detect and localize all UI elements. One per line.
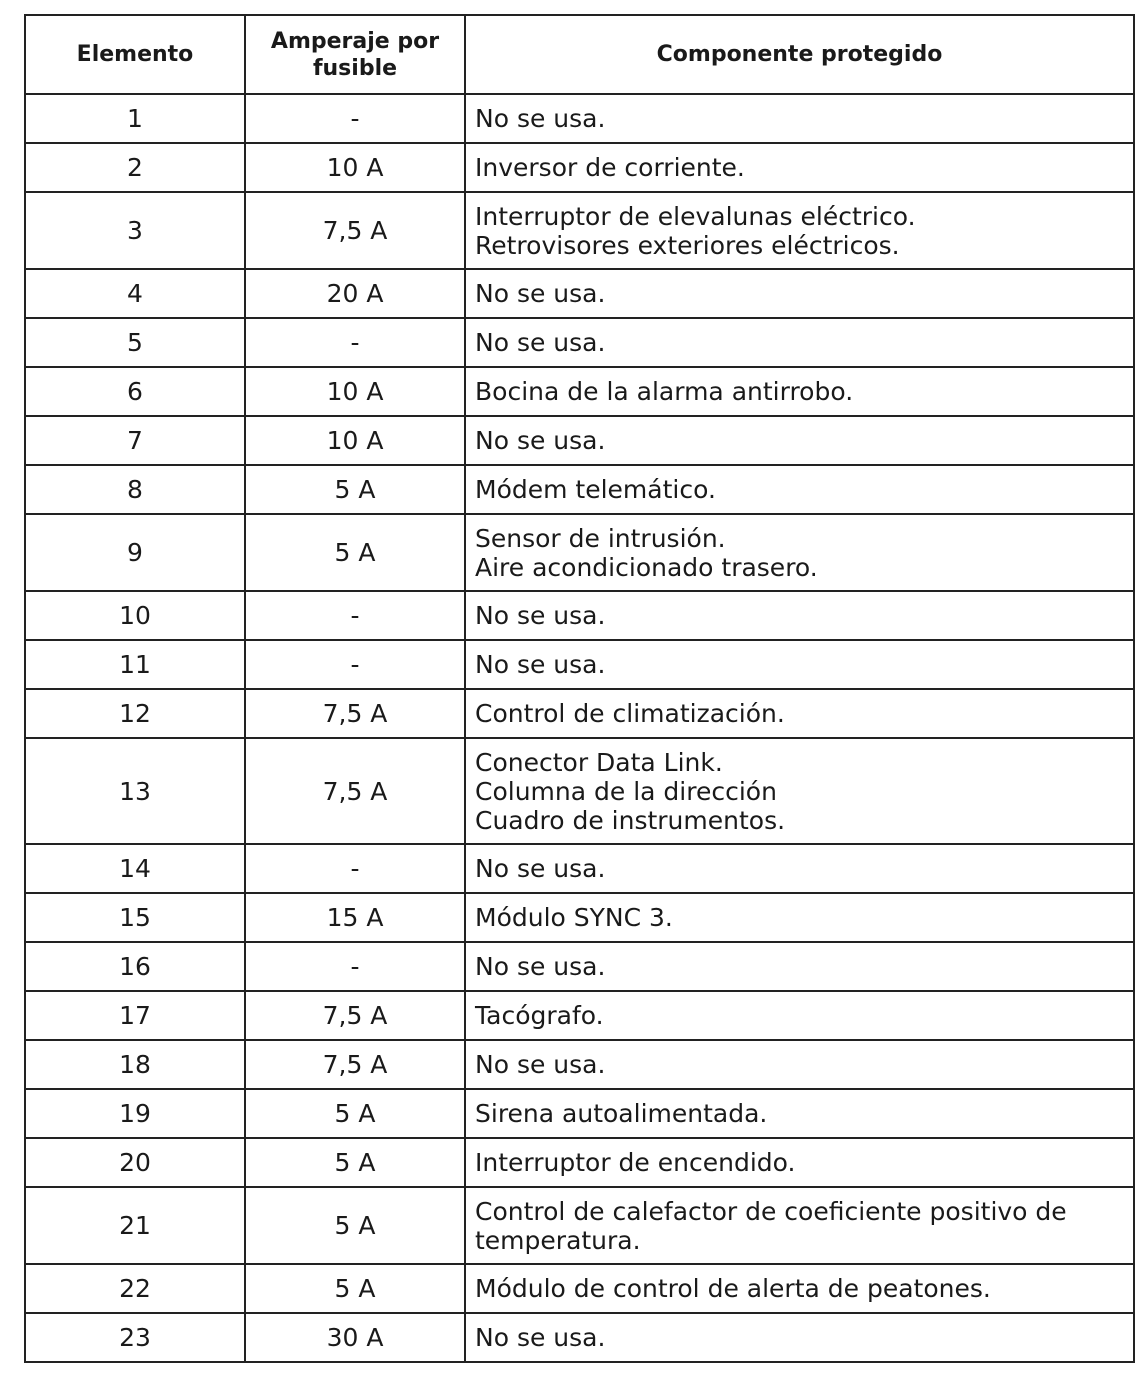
componente-line: No se usa. bbox=[475, 1323, 606, 1352]
table-row bbox=[25, 1313, 1134, 1362]
cell-elemento: 20 bbox=[25, 1138, 245, 1187]
cell-amperaje: 7,5 A bbox=[245, 192, 465, 269]
componente-line: Sirena autoalimentada. bbox=[475, 1099, 768, 1128]
cell-elemento: 14 bbox=[25, 844, 245, 893]
componente-line: Aire acondicionado trasero. bbox=[475, 552, 818, 582]
componente-line: No se usa. bbox=[475, 854, 606, 883]
cell-componente bbox=[465, 844, 1134, 893]
cell-componente bbox=[465, 689, 1134, 738]
cell-elemento: 19 bbox=[25, 1089, 245, 1138]
table-row bbox=[25, 269, 1134, 318]
table-row bbox=[25, 738, 1134, 844]
cell-elemento: 11 bbox=[25, 640, 245, 689]
cell-amperaje: 5 A bbox=[245, 1138, 465, 1187]
cell-elemento: 21 bbox=[25, 1187, 245, 1264]
cell-componente bbox=[465, 1187, 1134, 1264]
table-row bbox=[25, 1089, 1134, 1138]
table-row bbox=[25, 844, 1134, 893]
componente-line: No se usa. bbox=[475, 952, 606, 981]
cell-elemento: 23 bbox=[25, 1313, 245, 1362]
cell-amperaje: 30 A bbox=[245, 1313, 465, 1362]
componente-line: Tacógrafo. bbox=[475, 1001, 604, 1030]
componente-line: Cuadro de instrumentos. bbox=[475, 805, 786, 835]
componente-line: No se usa. bbox=[475, 1050, 606, 1079]
cell-componente bbox=[465, 192, 1134, 269]
componente-line: Retrovisores exteriores eléctricos. bbox=[475, 230, 900, 260]
table-row bbox=[25, 94, 1134, 143]
cell-amperaje: 5 A bbox=[245, 1187, 465, 1264]
table-row bbox=[25, 1264, 1134, 1313]
cell-amperaje: 5 A bbox=[245, 1089, 465, 1138]
cell-amperaje: - bbox=[245, 942, 465, 991]
table-body bbox=[25, 94, 1134, 1362]
cell-elemento: 16 bbox=[25, 942, 245, 991]
cell-elemento: 5 bbox=[25, 318, 245, 367]
cell-elemento: 7 bbox=[25, 416, 245, 465]
cell-componente bbox=[465, 1264, 1134, 1313]
componente-line: Control de climatización. bbox=[475, 699, 785, 728]
cell-amperaje: 10 A bbox=[245, 416, 465, 465]
componente-line: Interruptor de encendido. bbox=[475, 1148, 796, 1177]
table-row bbox=[25, 1187, 1134, 1264]
cell-amperaje: 7,5 A bbox=[245, 738, 465, 844]
cell-amperaje: 7,5 A bbox=[245, 689, 465, 738]
table-row bbox=[25, 689, 1134, 738]
cell-componente bbox=[465, 318, 1134, 367]
componente-line: Módulo de control de alerta de peatones. bbox=[475, 1274, 991, 1303]
cell-elemento: 17 bbox=[25, 991, 245, 1040]
cell-componente bbox=[465, 1040, 1134, 1089]
table-row bbox=[25, 991, 1134, 1040]
cell-elemento: 3 bbox=[25, 192, 245, 269]
cell-componente bbox=[465, 640, 1134, 689]
table-header-row bbox=[25, 15, 1134, 94]
cell-componente bbox=[465, 416, 1134, 465]
cell-amperaje: 10 A bbox=[245, 367, 465, 416]
cell-amperaje: 7,5 A bbox=[245, 1040, 465, 1089]
cell-amperaje: - bbox=[245, 591, 465, 640]
table-row bbox=[25, 143, 1134, 192]
cell-amperaje: 5 A bbox=[245, 465, 465, 514]
cell-componente bbox=[465, 465, 1134, 514]
table-row bbox=[25, 1138, 1134, 1187]
cell-componente bbox=[465, 1138, 1134, 1187]
cell-elemento: 18 bbox=[25, 1040, 245, 1089]
cell-componente bbox=[465, 94, 1134, 143]
table-row bbox=[25, 942, 1134, 991]
cell-componente bbox=[465, 269, 1134, 318]
componente-line: No se usa. bbox=[475, 104, 606, 133]
table-row bbox=[25, 367, 1134, 416]
cell-elemento: 4 bbox=[25, 269, 245, 318]
cell-elemento: 10 bbox=[25, 591, 245, 640]
table-row bbox=[25, 591, 1134, 640]
componente-line: Control de calefactor de coeficiente positivo de temperatura. bbox=[475, 1196, 1067, 1255]
cell-elemento: 22 bbox=[25, 1264, 245, 1313]
table-row bbox=[25, 318, 1134, 367]
cell-amperaje: 5 A bbox=[245, 1264, 465, 1313]
cell-elemento: 15 bbox=[25, 893, 245, 942]
componente-line: No se usa. bbox=[475, 328, 606, 357]
cell-componente bbox=[465, 143, 1134, 192]
cell-componente bbox=[465, 738, 1134, 844]
cell-elemento: 12 bbox=[25, 689, 245, 738]
cell-componente bbox=[465, 1313, 1134, 1362]
cell-elemento: 1 bbox=[25, 94, 245, 143]
componente-line: Columna de la dirección bbox=[475, 776, 777, 806]
table-row bbox=[25, 1040, 1134, 1089]
table-row bbox=[25, 640, 1134, 689]
componente-line: Interruptor de elevalunas eléctrico. bbox=[475, 201, 916, 231]
table-row bbox=[25, 514, 1134, 591]
cell-componente bbox=[465, 991, 1134, 1040]
componente-line: Sensor de intrusión. bbox=[475, 523, 726, 553]
cell-amperaje: 20 A bbox=[245, 269, 465, 318]
cell-componente bbox=[465, 591, 1134, 640]
table-row bbox=[25, 893, 1134, 942]
cell-amperaje: 10 A bbox=[245, 143, 465, 192]
table-row bbox=[25, 465, 1134, 514]
cell-componente bbox=[465, 367, 1134, 416]
cell-amperaje: - bbox=[245, 640, 465, 689]
componente-line: Conector Data Link. bbox=[475, 747, 723, 777]
table-row bbox=[25, 416, 1134, 465]
cell-elemento: 8 bbox=[25, 465, 245, 514]
cell-elemento: 2 bbox=[25, 143, 245, 192]
cell-componente bbox=[465, 514, 1134, 591]
header-amperaje: Amperaje por fusible bbox=[245, 15, 465, 94]
cell-amperaje: 7,5 A bbox=[245, 991, 465, 1040]
componente-line: Módem telemático. bbox=[475, 475, 716, 504]
cell-componente bbox=[465, 1089, 1134, 1138]
cell-amperaje: - bbox=[245, 318, 465, 367]
componente-line: No se usa. bbox=[475, 426, 606, 455]
componente-line: Inversor de corriente. bbox=[475, 153, 745, 182]
cell-amperaje: 5 A bbox=[245, 514, 465, 591]
componente-line: No se usa. bbox=[475, 650, 606, 679]
componente-line: Módulo SYNC 3. bbox=[475, 903, 673, 932]
fuse-table bbox=[24, 14, 1135, 1363]
header-componente: Componente protegido bbox=[465, 15, 1134, 94]
componente-line: No se usa. bbox=[475, 279, 606, 308]
componente-line: Bocina de la alarma antirrobo. bbox=[475, 377, 854, 406]
cell-componente bbox=[465, 893, 1134, 942]
cell-componente bbox=[465, 942, 1134, 991]
cell-elemento: 13 bbox=[25, 738, 245, 844]
cell-amperaje: 15 A bbox=[245, 893, 465, 942]
componente-line: No se usa. bbox=[475, 601, 606, 630]
cell-elemento: 6 bbox=[25, 367, 245, 416]
cell-amperaje: - bbox=[245, 94, 465, 143]
header-elemento: Elemento bbox=[25, 15, 245, 94]
cell-amperaje: - bbox=[245, 844, 465, 893]
cell-elemento: 9 bbox=[25, 514, 245, 591]
table-row bbox=[25, 192, 1134, 269]
